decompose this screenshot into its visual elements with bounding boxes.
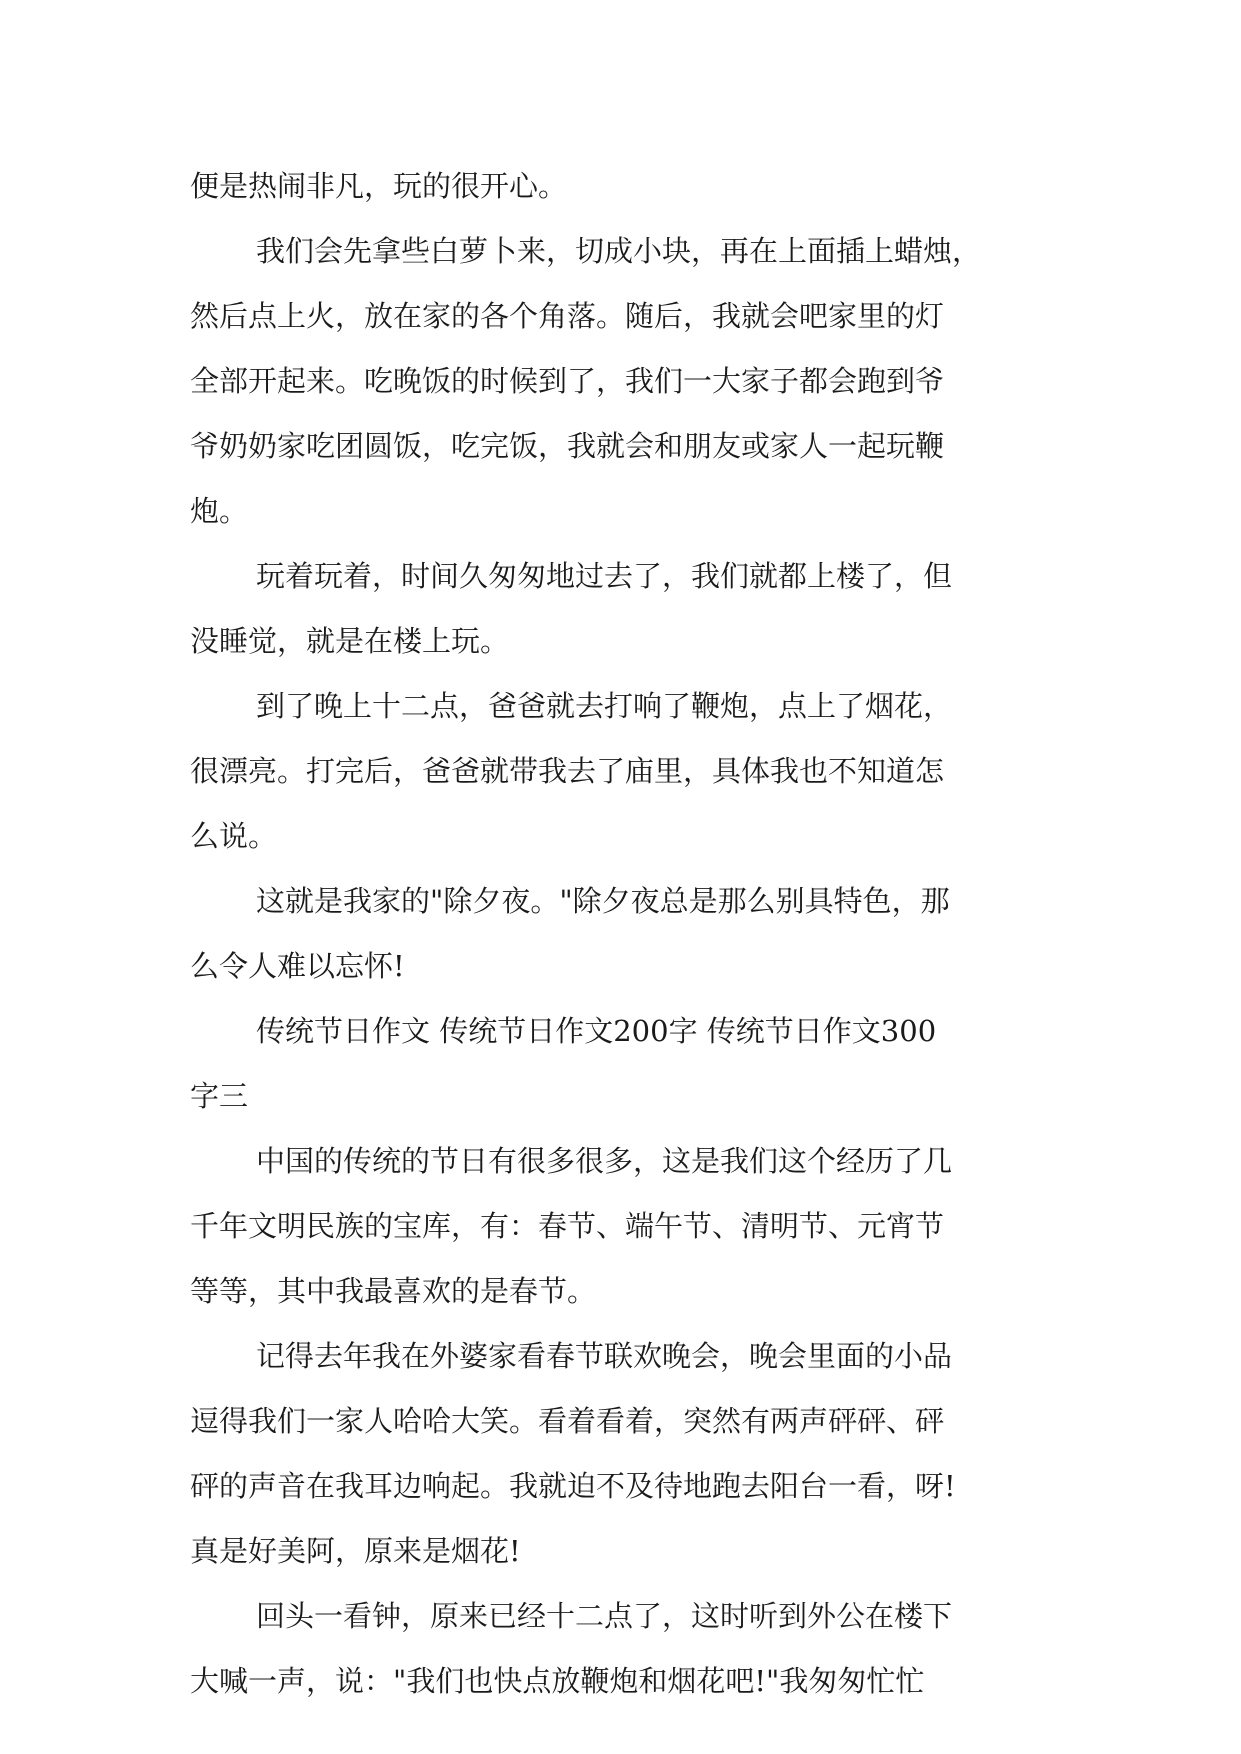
text-line: 千年文明民族的宝库，有：春节、端午节、清明节、元宵节 [190, 1209, 945, 1243]
text-line: 全部开起来。吃晚饭的时候到了，我们一大家子都会跑到爷 [190, 364, 945, 398]
text-line: 么令人难以忘怀! [190, 949, 405, 983]
text-line: 回头一看钟，原来已经十二点了，这时听到外公在楼下 [256, 1599, 953, 1633]
text-line: 砰的声音在我耳边响起。我就迫不及待地跑去阳台一看，呀! [190, 1469, 956, 1503]
text-line: 炮。 [190, 494, 249, 528]
text-line: 逗得我们一家人哈哈大笑。看着看着，突然有两声砰砰、砰 [190, 1404, 945, 1438]
text-line: 中国的传统的节日有很多很多，这是我们这个经历了几 [256, 1144, 953, 1178]
text-line: 等等，其中我最喜欢的是春节。 [190, 1274, 597, 1308]
text-line: 玩着玩着，时间久匆匆地过去了，我们就都上楼了，但 [256, 559, 953, 593]
text-line: 爷奶奶家吃团圆饭，吃完饭，我就会和朋友或家人一起玩鞭 [190, 429, 945, 463]
text-line: 字三 [190, 1079, 249, 1113]
text-line: 记得去年我在外婆家看春节联欢晚会，晚会里面的小品 [256, 1339, 953, 1373]
text-line: 这就是我家的"除夕夜。"除夕夜总是那么别具特色，那 [256, 884, 950, 918]
text-line: 大喊一声，说："我们也快点放鞭炮和烟花吧!"我匆匆忙忙 [190, 1664, 925, 1698]
document-body [190, 154, 1058, 1714]
text-line: 很漂亮。打完后，爸爸就带我去了庙里，具体我也不知道怎 [190, 754, 945, 788]
text-line: 真是好美阿，原来是烟花! [190, 1534, 521, 1568]
text-line: 到了晚上十二点，爸爸就去打响了鞭炮，点上了烟花， [256, 689, 953, 723]
text-line: 么说。 [190, 819, 278, 853]
text-line: 便是热闹非凡，玩的很开心。 [190, 169, 568, 203]
text-line: 然后点上火，放在家的各个角落。随后，我就会吧家里的灯 [190, 299, 945, 333]
text-line: 我们会先拿些白萝卜来，切成小块，再在上面插上蜡烛， [256, 234, 982, 268]
text-line: 没睡觉，就是在楼上玩。 [190, 624, 510, 658]
text-line: 传统节日作文 传统节日作文200字 传统节日作文300 [256, 1014, 937, 1048]
